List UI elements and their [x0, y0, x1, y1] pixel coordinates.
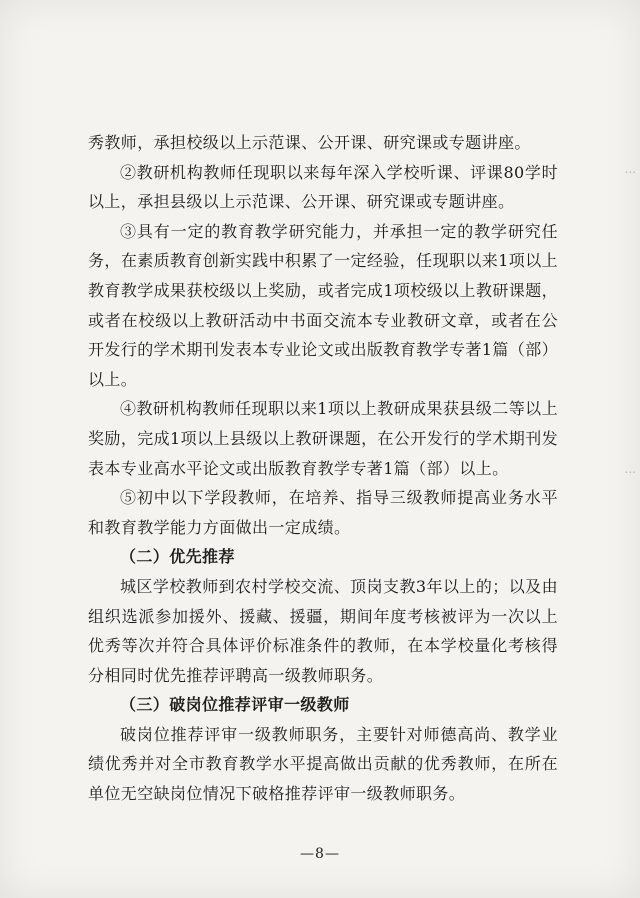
paragraph: ④教研机构教师任现职以来1项以上教研成果获县级二等以上奖励，完成1项以上县级以上教研课题，在公开发行的学术期刊发表本专业高水平论文或出版教育教学专著1篇（部）以上。 [88, 399, 558, 478]
paragraph: ②教研机构教师任现职以来每年深入学校听课、评课80学时以上，承担县级以上示范课、公开课、研究课或专题讲座。 [88, 162, 558, 212]
paragraph: 城区学校教师到农村学校交流、顶岗支教3年以上的；以及由组织选派参加援外、援藏、援疆，期间年度考核被评为一次以上优秀等次并符合具体评价标准条件的教师，在本学校量化考核得分相同时优先推荐评聘高一级教师职务。 [88, 576, 558, 685]
bleed-through-mark: ... [624, 162, 636, 176]
paragraph: 破岗位推荐评审一级教师职务，主要针对师德高尚、教学业绩优秀并对全市教育教学水平提高做出贡献的优秀教师，在所在单位无空缺岗位情况下破格推荐评审一级教师职务。 [88, 724, 558, 804]
section-heading: （二）优先推荐 [120, 547, 235, 567]
section-heading: （三）破岗位推荐评审一级教师 [120, 695, 350, 715]
document-body [88, 128, 558, 809]
paragraph: ⑤初中以下学段教师，在培养、指导三级教师提高业务水平和教育教学能力方面做出一定成绩。 [88, 488, 558, 537]
bleed-through-mark: ... [624, 462, 636, 476]
paragraph: 秀教师，承担校级以上示范课、公开课、研究课或专题讲座。 [88, 133, 531, 152]
paragraph: ③具有一定的教育教学研究能力，并承担一定的教学研究任务，在素质教育创新实践中积累了一定经验，任现职以来1项以上教育教学成果获校级以上奖励，或者完成1项校级以上教研课题，或者在校级以上教研活动中书面交流本专业教研文章，或者在公开发行的学术期刊发表本专业论文或出版教育教学专著1篇（部）以上。 [88, 221, 558, 389]
page-number: —8— [300, 846, 340, 862]
